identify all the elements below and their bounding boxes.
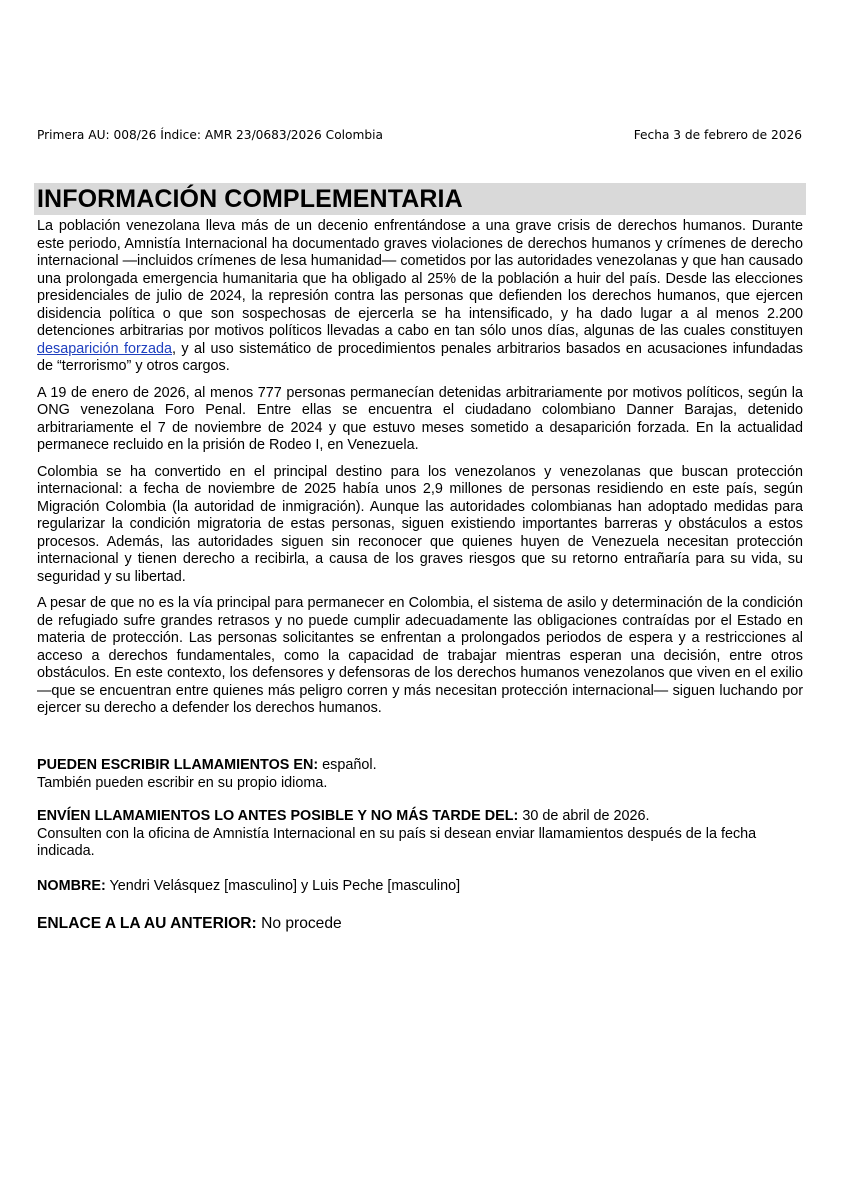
appeal-languages: [37, 757, 803, 792]
appeal-names-value: Yendri Velásquez [masculino] y Luis Peche [masculino]: [105, 878, 461, 894]
enforced-disappearance-link[interactable]: desaparición forzada: [37, 340, 172, 357]
paragraph-2: A 19 de enero de 2026, al menos 777 personas permanecían detenidas arbitrariamente por motivos políticos, según la ONG venezolana Foro Penal. Entre ellas se encuentra el ciudadano colombiano Danner Barajas, detenido arbitrariamente el 7 de noviembre de 2024 y que estuvo meses sometido a desaparición forzada. En la actualidad permanece recluido en la prisión de Rodeo I, en Venezuela.: [37, 384, 803, 453]
paragraph-1: [37, 218, 803, 376]
appeal-languages-note: También pueden escribir en su propio idioma.: [37, 774, 328, 791]
appeal-languages-label: PUEDEN ESCRIBIR LLAMAMIENTOS EN:: [37, 757, 319, 773]
document-header: [37, 128, 802, 142]
appeal-deadline-value: 30 de abril de 2026.: [518, 808, 650, 824]
document-reference: Primera AU: 008/26 Índice: AMR 23/0683/2026 Colombia: [37, 128, 383, 142]
appeal-languages-value: español.: [318, 757, 377, 773]
appeal-names: [37, 878, 803, 896]
appeal-names-label: NOMBRE:: [37, 878, 106, 894]
paragraph-1-text-end: , y al uso sistemático de procedimientos penales arbitrarios basados en acusaciones infundadas de “terrorismo” y otros cargos.: [37, 340, 804, 374]
paragraph-4: A pesar de que no es la vía principal para permanecer en Colombia, el sistema de asilo y determinación de la condición de refugiado sufre grandes retrasos y no puede cumplir adecuadamente las obligaciones contraídas por el Estado en materia de protección. Las personas solicitantes se enfrentan a prolongados periodos de espera y a restricciones al acceso a derechos fundamentales, como la capacidad de trabajar mientras esperan una decisión, entre otros obstáculos. En este contexto, los defensores y defensoras de los derechos humanos venezolanos que viven en el exilio —que se encuentran entre quienes más peligro corren y más necesitan protección internacional— siguen luchando por ejercer su derecho a defender los derechos humanos.: [37, 595, 803, 716]
appeal-deadline: [37, 808, 803, 861]
document-date: Fecha 3 de febrero de 2026: [633, 128, 802, 142]
previous-ua-link-label: ENLACE A LA AU ANTERIOR:: [37, 915, 257, 932]
paragraph-3: Colombia se ha convertido en el principal destino para los venezolanos y venezolanas que buscan protección internacional: a fecha de noviembre de 2025 había unos 2,9 millones de personas residiendo en este país, según Migración Colombia (la autoridad de inmigración). Aunque las autoridades colombianas han adoptado medidas para regularizar la condición migratoria de estas personas, siguen existiendo importantes barreras y obstáculos a estos procesos. Además, las autoridades siguen sin reconocer que quienes huyen de Venezuela necesitan protección internacional y tienen derecho a recibirla, a causa de los graves riesgos que su retorno entrañaría para su vida, su seguridad y su libertad.: [37, 463, 803, 585]
appeal-deadline-label: ENVÍEN LLAMAMIENTOS LO ANTES POSIBLE Y NO MÁS TARDE DEL:: [37, 808, 519, 824]
section-title: INFORMACIÓN COMPLEMENTARIA: [37, 185, 463, 213]
paragraph-1-text-start: La población venezolana lleva más de un decenio enfrentándose a una grave crisis de derechos humanos. Durante este periodo, Amnistía Internacional ha documentado graves violaciones de derechos humanos y crímenes de derecho internacional —incluidos crímenes de lesa humanidad— cometidos por las autoridades venezolanas y que han causado una prolongada emergencia humanitaria que ha obligado al 25% de la población a huir del país. Desde las elecciones presidenciales de julio de 2024, la represión contra las personas que defienden los derechos humanos, que ejercen disidencia política o que son sospechosas de ejercerla se ha intensificado, y ha dado lugar a al menos 2.200 detenciones arbitrarias por motivos políticos llevadas a cabo en tan sólo unos días, algunas de las cuales constituyen: [37, 218, 803, 339]
previous-ua-link-value: No procede: [256, 915, 342, 932]
appeal-deadline-note: Consulten con la oficina de Amnistía Internacional en su país si desean enviar llamamientos después de la fecha indicada.: [37, 825, 757, 859]
previous-ua-link: [37, 915, 803, 933]
section-body: [37, 218, 803, 727]
